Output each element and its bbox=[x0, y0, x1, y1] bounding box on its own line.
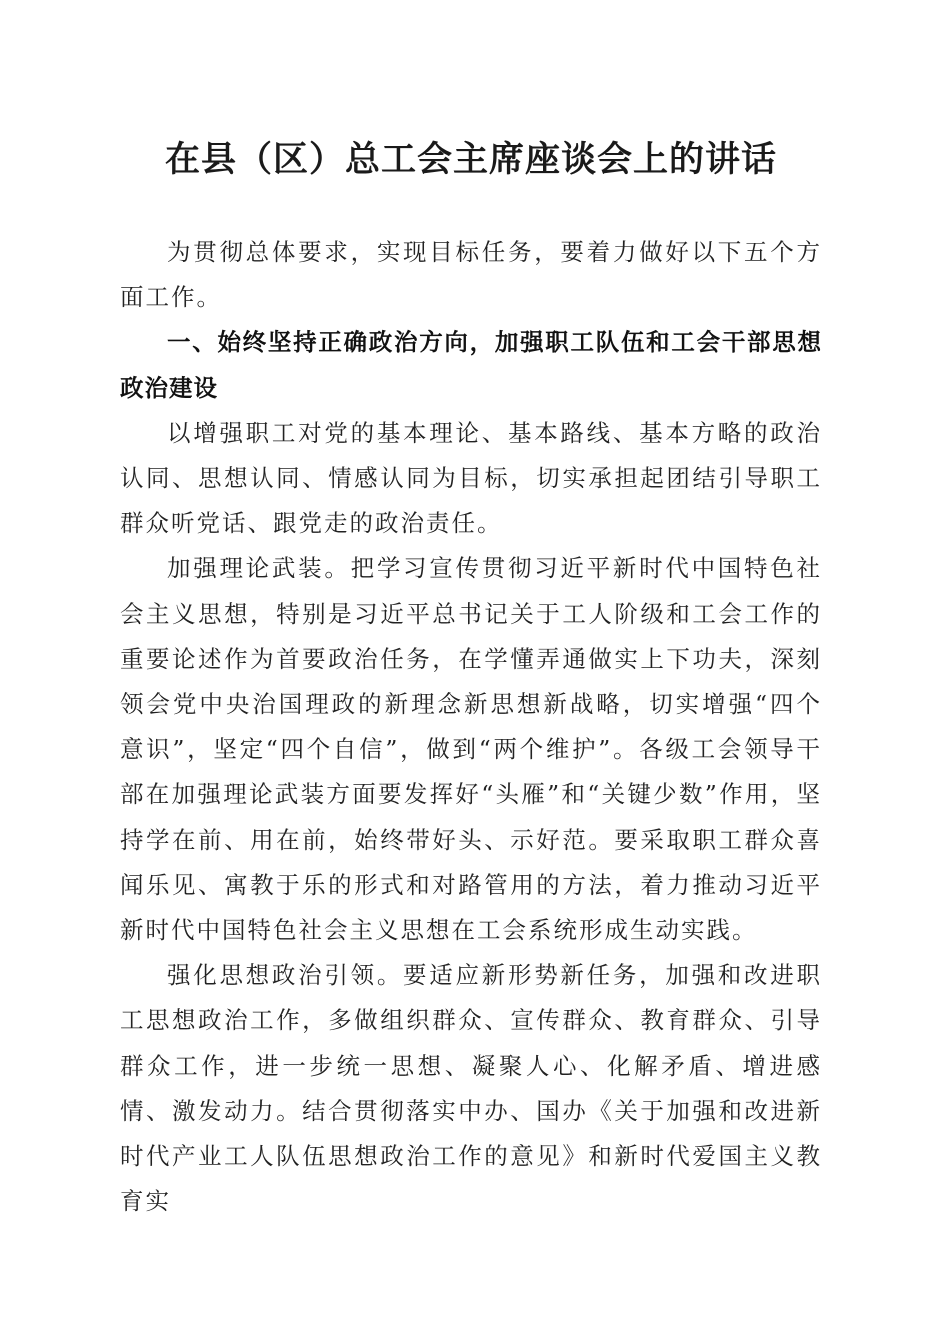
intro-paragraph: 为贯彻总体要求，实现目标任务，要着力做好以下五个方面工作。 bbox=[120, 238, 822, 312]
body-paragraph: 以增强职工对党的基本理论、基本路线、基本方略的政治认同、思想认同、情感认同为目标，切实承担起团结引导职工群众听党话、跟党走的政治责任。 bbox=[120, 418, 822, 538]
document-title: 在县（区）总工会主席座谈会上的讲话 bbox=[164, 139, 777, 180]
body-paragraph: 加强理论武装。把学习宣传贯彻习近平新时代中国特色社会主义思想，特别是习近平总书记关于工人阶级和工会工作的重要论述作为首要政治任务，在学懂弄通做实上下功夫，深刻领会党中央治国理政的新理念新思想新战略，切实增强“四个意识”，坚定“四个自信”，做到“两个维护”。各级工会领导干部在加强理论武装方面要发挥好“头雁”和“关键少数”作用，坚持学在前、用在前，始终带好头、示好范。要采取职工群众喜闻乐见、寓教于乐的形式和对路管用的方法，着力推动习近平新时代中国特色社会主义思想在工会系统形成生动实践。 bbox=[120, 554, 822, 945]
section-heading-1: 一、始终坚持正确政治方向，加强职工队伍和工会干部思想政治建设 bbox=[120, 328, 822, 402]
body-paragraph: 强化思想政治引领。要适应新形势新任务，加强和改进职工思想政治工作，多做组织群众、宣传群众、教育群众、引导群众工作，进一步统一思想、凝聚人心、化解矛盾、增进感情、激发动力。结合贯彻落实中办、国办《关于加强和改进新时代产业工人队伍思想政治工作的意见》和新时代爱国主义教育实 bbox=[120, 961, 822, 1216]
document-body bbox=[120, 230, 822, 1224]
